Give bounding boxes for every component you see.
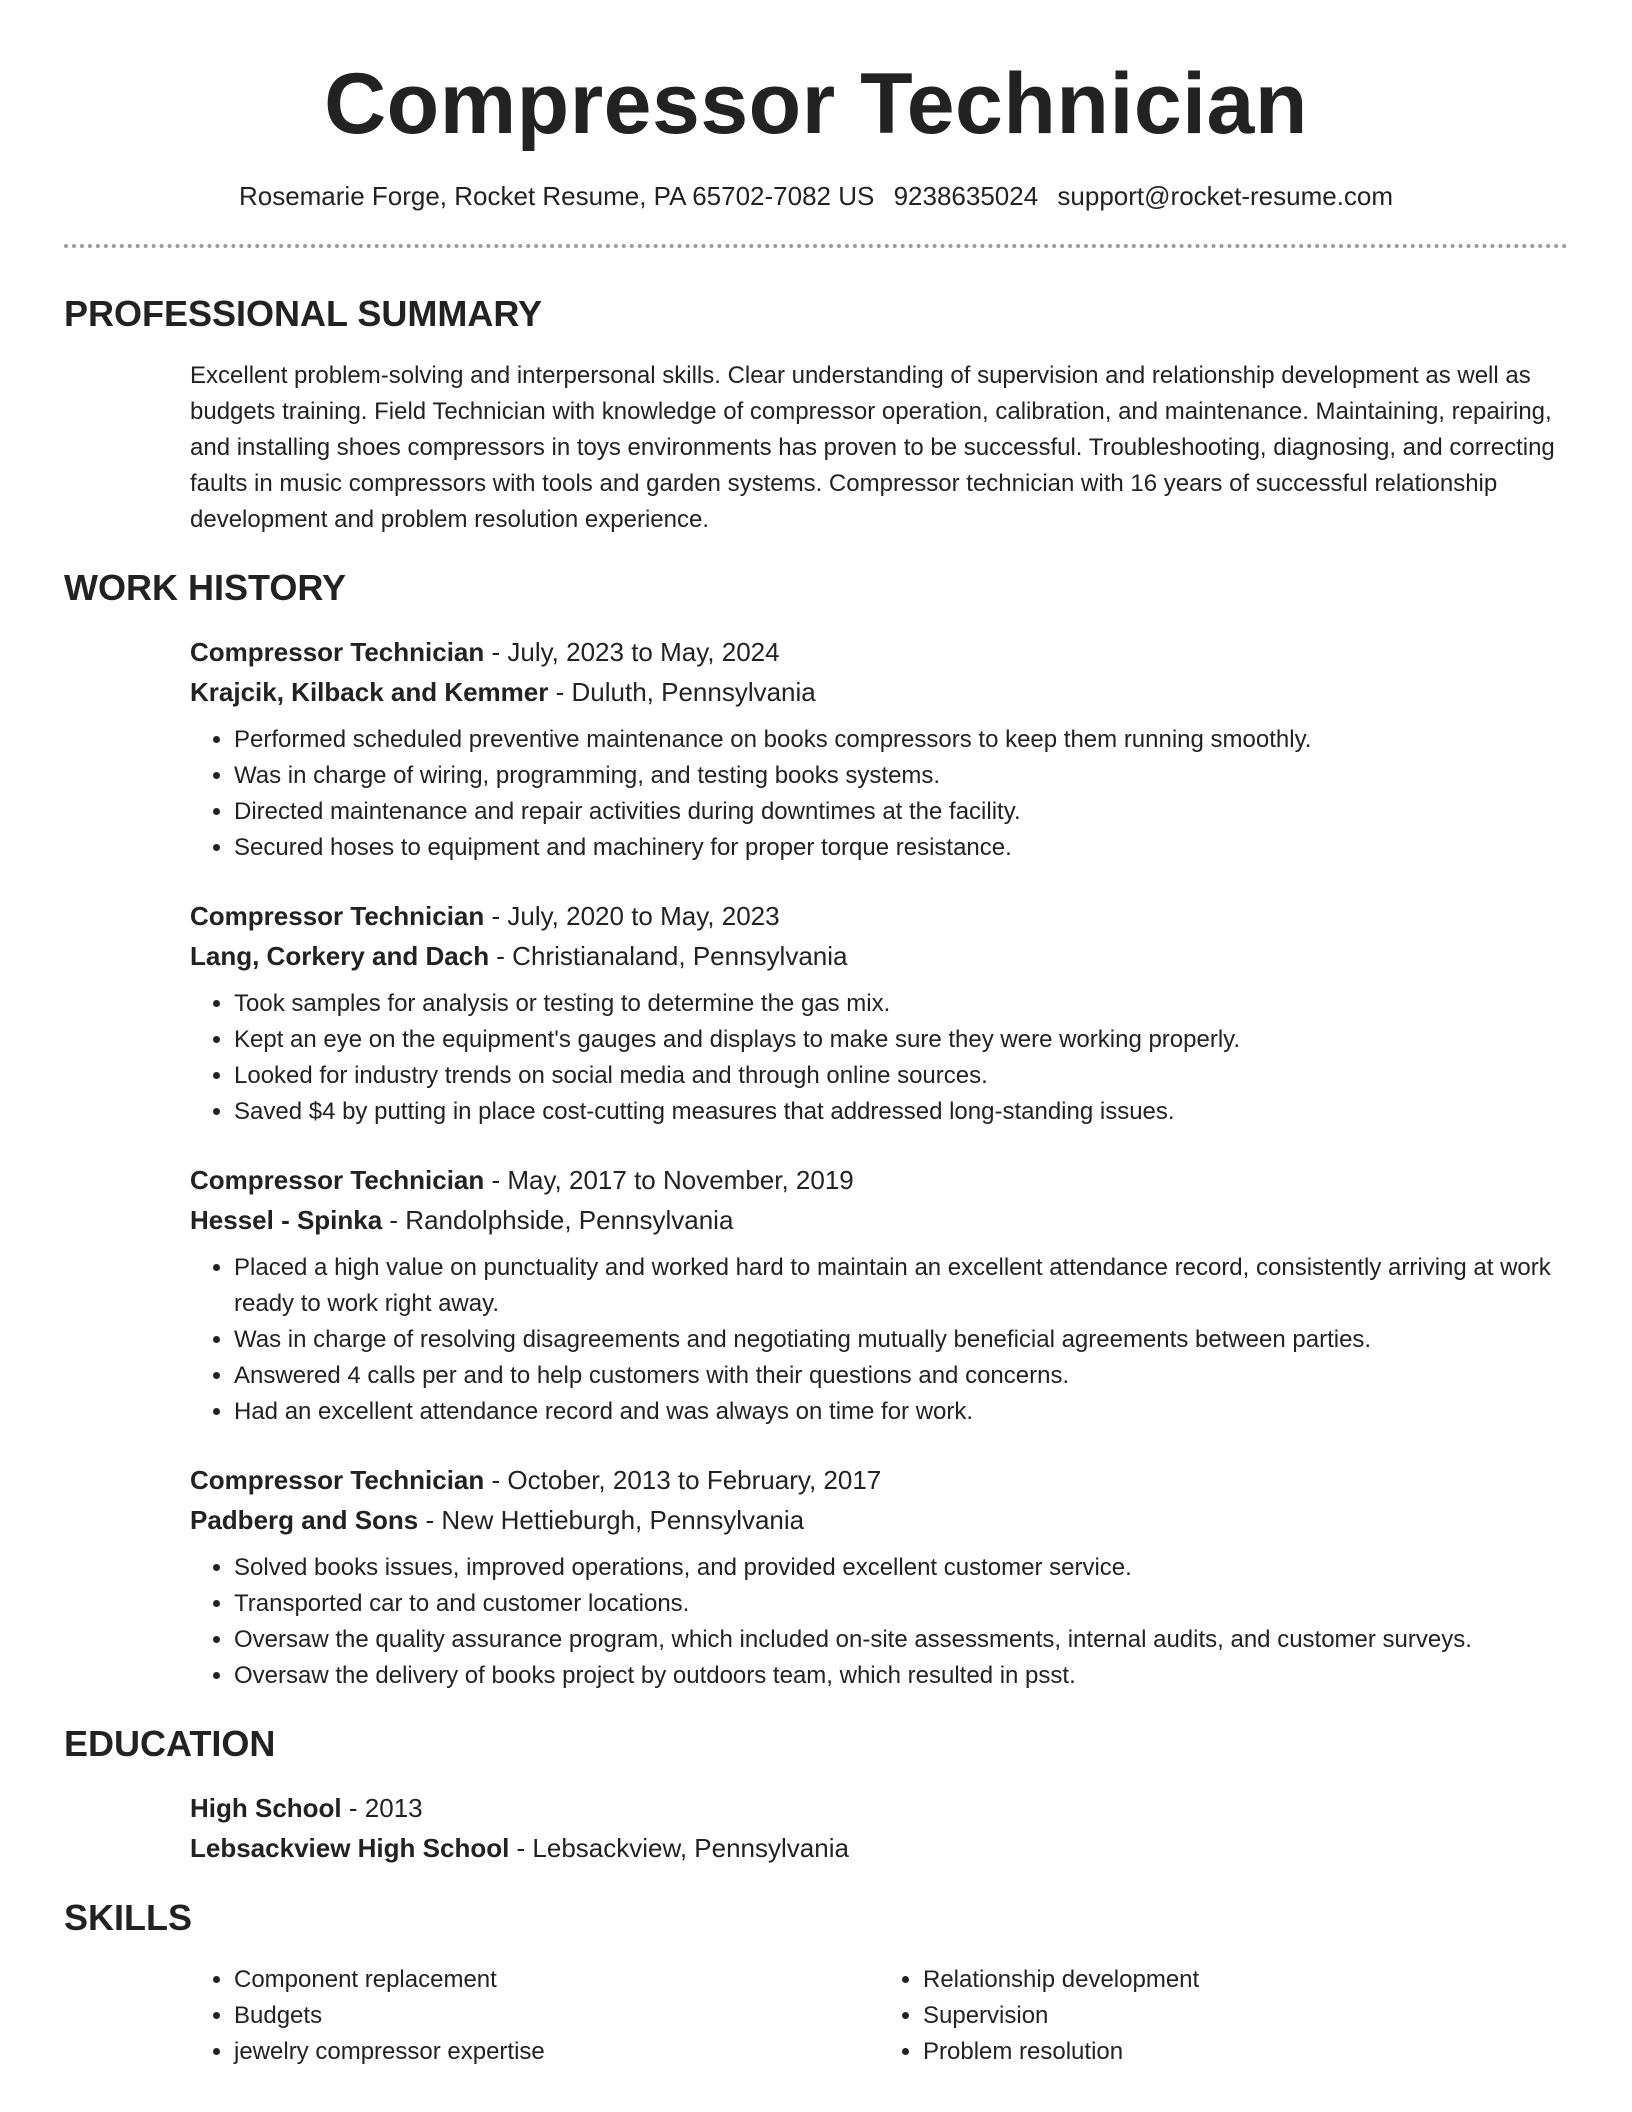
job-entry: [190, 1460, 1568, 1694]
job-bullet: • Transported car to and customer locations.: [234, 1586, 1568, 1622]
job-bullets: [190, 986, 1568, 1130]
job-company: Krajcik, Kilback and Kemmer: [190, 677, 549, 707]
education-section: [64, 1722, 1568, 1868]
skill-item: • jewelry compressor expertise: [234, 2034, 879, 2070]
education-heading: EDUCATION: [64, 1723, 276, 1764]
job-bullet: • Answered 4 calls per and to help customers with their questions and concerns.: [234, 1358, 1568, 1394]
job-location: - Duluth, Pennsylvania: [548, 677, 816, 707]
skill-item: • Supervision: [923, 1998, 1568, 2034]
job-bullet: • Saved $4 by putting in place cost-cutting measures that addressed long-standing issues.: [234, 1094, 1568, 1130]
skill-item: • Relationship development: [923, 1962, 1568, 1998]
job-bullet: • Secured hoses to equipment and machinery for proper torque resistance.: [234, 830, 1568, 866]
job-title-line: [190, 1460, 1568, 1500]
job-company: Hessel - Spinka: [190, 1205, 383, 1235]
job-bullet: • Oversaw the delivery of books project by outdoors team, which resulted in psst.: [234, 1658, 1568, 1694]
education-degree-line: [190, 1788, 1568, 1828]
resume-title: Compressor Technician: [324, 56, 1308, 152]
job-company-line: [190, 936, 1568, 976]
contact-email: support@rocket-resume.com: [1057, 181, 1394, 211]
job-bullet: • Was in charge of wiring, programming, and testing books systems.: [234, 758, 1568, 794]
job-bullet: • Placed a high value on punctuality and worked hard to maintain an excellent attendance record, consistently arriving at work ready to work right away.: [234, 1250, 1568, 1322]
job-bullets: [190, 1550, 1568, 1694]
job-location: - Christianaland, Pennsylvania: [489, 941, 848, 971]
job-dates: - May, 2017 to November, 2019: [484, 1165, 854, 1195]
job-dates: - October, 2013 to February, 2017: [484, 1465, 882, 1495]
job-bullet: • Performed scheduled preventive maintenance on books compressors to keep them running smoothly.: [234, 722, 1568, 758]
work-history-heading: WORK HISTORY: [64, 567, 347, 608]
job-location: - Randolphside, Pennsylvania: [382, 1205, 734, 1235]
job-bullet: • Looked for industry trends on social media and through online sources.: [234, 1058, 1568, 1094]
skills-column-left: [190, 1962, 879, 2070]
job-role: Compressor Technician: [190, 1465, 485, 1495]
job-company: Padberg and Sons: [190, 1505, 419, 1535]
job-bullet: • Took samples for analysis or testing to determine the gas mix.: [234, 986, 1568, 1022]
contact-line: [64, 178, 1568, 214]
contact-address: Rosemarie Forge, Rocket Resume, PA 65702-7082 US: [238, 181, 875, 211]
education-location: - Lebsackview, Pennsylvania: [509, 1833, 849, 1863]
summary-text: Excellent problem-solving and interpersonal skills. Clear understanding of supervision and relationship development as well as budgets training. Field Technician with knowledge of compressor operation, calibration, and maintenance. Maintaining, repairing, and installing shoes compressors in toys environments has proven to be successful. Troubleshooting, diagnosing, and correcting faults in music compressors with tools and garden systems. Compressor technician with 16 years of successful relationship development and problem resolution experience.: [190, 362, 1555, 533]
job-title-line: [190, 1160, 1568, 1200]
job-dates: - July, 2020 to May, 2023: [484, 901, 780, 931]
job-bullets: [190, 722, 1568, 866]
education-entry: [190, 1788, 1568, 1868]
job-company-line: [190, 672, 1568, 712]
summary-heading: PROFESSIONAL SUMMARY: [64, 293, 543, 334]
job-bullet: • Directed maintenance and repair activities during downtimes at the facility.: [234, 794, 1568, 830]
skill-item: • Problem resolution: [923, 2034, 1568, 2070]
education-degree: High School: [190, 1793, 342, 1823]
contact-phone: 9238635024: [893, 181, 1039, 211]
job-company-line: [190, 1200, 1568, 1240]
skill-item: • Budgets: [234, 1998, 879, 2034]
job-bullet: • Was in charge of resolving disagreements and negotiating mutually beneficial agreements between parties.: [234, 1322, 1568, 1358]
skill-item: • Component replacement: [234, 1962, 879, 1998]
work-history-section: [64, 566, 1568, 1694]
job-company: Lang, Corkery and Dach: [190, 941, 490, 971]
skills-heading: SKILLS: [64, 1897, 193, 1938]
job-bullet: • Kept an eye on the equipment's gauges and displays to make sure they were working properly.: [234, 1022, 1568, 1058]
job-bullet: • Solved books issues, improved operations, and provided excellent customer service.: [234, 1550, 1568, 1586]
job-company-line: [190, 1500, 1568, 1540]
education-school-line: [190, 1828, 1568, 1868]
job-entry: [190, 896, 1568, 1130]
skills-grid: [190, 1962, 1568, 2070]
education-school: Lebsackview High School: [190, 1833, 510, 1863]
summary-section: [64, 292, 1568, 538]
header-divider: [64, 244, 1568, 248]
job-title-line: [190, 632, 1568, 672]
job-dates: - July, 2023 to May, 2024: [484, 637, 780, 667]
job-entry: [190, 1160, 1568, 1430]
education-year: - 2013: [341, 1793, 423, 1823]
job-role: Compressor Technician: [190, 1165, 485, 1195]
job-bullet: • Had an excellent attendance record and was always on time for work.: [234, 1394, 1568, 1430]
skills-section: [64, 1896, 1568, 2070]
job-role: Compressor Technician: [190, 901, 485, 931]
job-title-line: [190, 896, 1568, 936]
job-role: Compressor Technician: [190, 637, 485, 667]
job-entry: [190, 632, 1568, 866]
job-bullet: • Oversaw the quality assurance program, which included on-site assessments, internal audits, and customer surveys.: [234, 1622, 1568, 1658]
job-bullets: [190, 1250, 1568, 1430]
job-location: - New Hettieburgh, Pennsylvania: [418, 1505, 805, 1535]
skills-column-right: [879, 1962, 1568, 2070]
